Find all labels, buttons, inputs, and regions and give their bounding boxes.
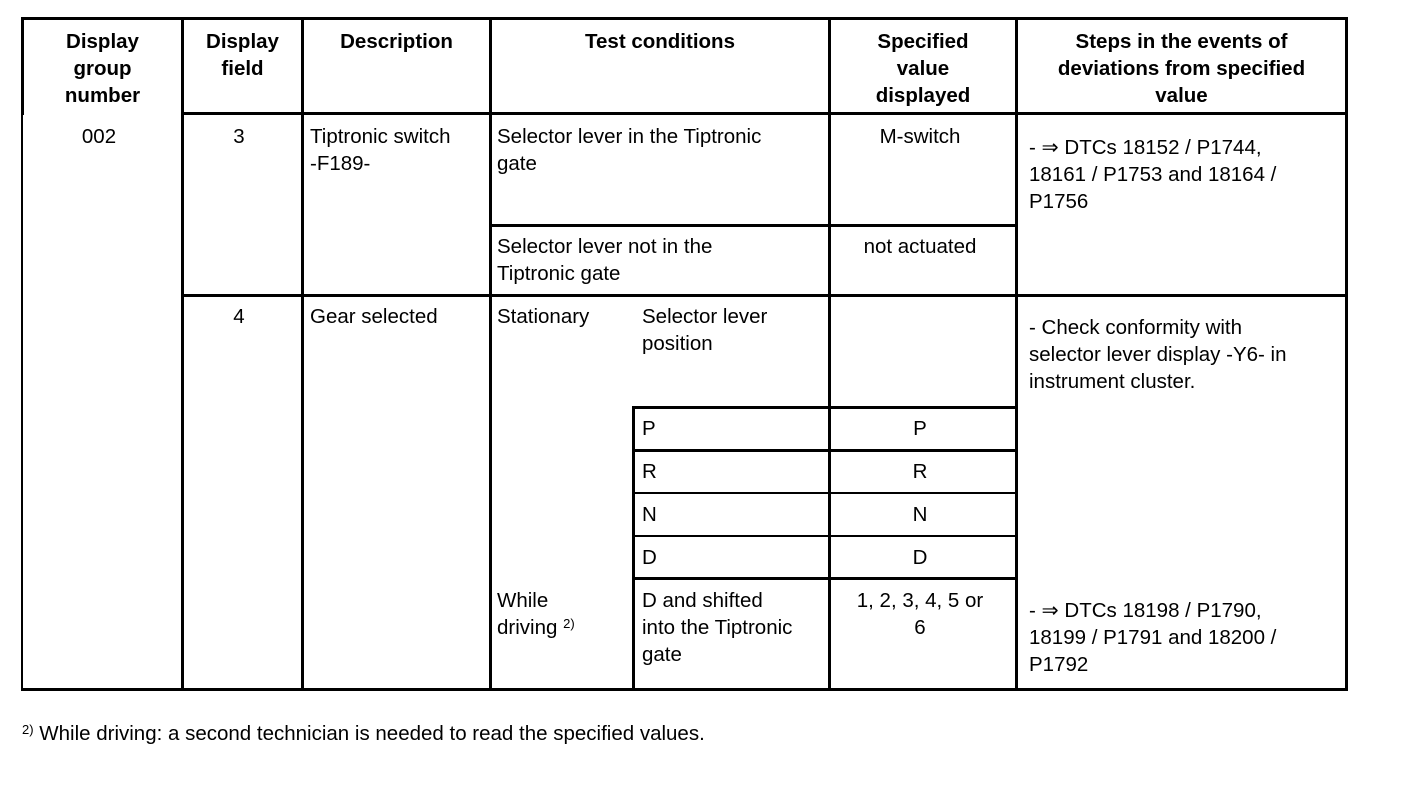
col-divider-subconditions [632,406,635,691]
position-value: N [912,503,928,526]
row-divider-n [632,535,1017,537]
col-divider-conditions [489,17,492,691]
condition-while-driving [497,587,631,641]
col-divider-field [181,17,184,691]
header-display-field: Display field [206,30,279,80]
selector-lever-position-label: Selector lever position [642,305,768,355]
position-value: R [912,460,928,483]
position-label: R [642,460,657,483]
field4-number: 4 [233,305,245,328]
position-label: P [642,417,656,440]
row-divider-d [632,577,1017,580]
header-test-conditions: Test conditions [585,30,735,53]
field4-steps-dtc: - ⇒ DTCs 18198 / P1790, 18199 / P1791 and 18200 / P1792 [1029,599,1277,676]
row-divider-field3-field4 [181,294,1348,297]
table-top-border [21,17,1348,20]
while-driving-text: While driving [497,589,558,639]
header-bottom-border [181,112,1348,115]
position-value: P [913,417,927,440]
table-bottom-border [21,688,1348,691]
field3-steps: - ⇒ DTCs 18152 / P1744, 18161 / P1753 and 18164 / P1756 [1029,136,1277,213]
position-label: N [642,503,657,526]
header-description: Description [340,30,453,53]
position-label: D [642,546,657,569]
col-divider-steps [1015,17,1018,691]
condition-stationary: Stationary [497,305,590,328]
header-steps: Steps in the events of deviations from specified value [1057,30,1306,107]
col-divider-description [301,17,304,691]
footnote [22,720,705,747]
field3-value-in-gate: M-switch [879,125,961,148]
driving-value: 1, 2, 3, 4, 5 or 6 [856,589,984,639]
right-border [1345,17,1348,691]
left-border-body [21,115,23,691]
field3-number: 3 [233,125,245,148]
header-display-group-number: Display group number [64,30,141,107]
footnote-text: While driving: a second technician is needed to read the specified values. [33,722,705,745]
footnote-marker: 2) [22,722,34,737]
field3-condition-not-in-gate: Selector lever not in the Tiptronic gate [497,235,713,285]
row-divider-p [632,449,1017,452]
while-driving-footnote-marker: 2) [563,616,575,631]
field3-value-not-in-gate: not actuated [863,235,977,258]
group-number: 002 [81,125,117,148]
field4-steps-check: - Check conformity with selector lever display -Y6- in instrument cluster. [1029,316,1287,393]
field3-description: Tiptronic switch -F189- [310,125,451,175]
row-divider-position-label [632,406,1017,409]
position-value: D [912,546,928,569]
header-specified-value: Specified value displayed [875,30,971,107]
field4-description: Gear selected [310,305,438,328]
field3-condition-in-gate: Selector lever in the Tiptronic gate [497,125,762,175]
row-divider-field3-conditions [489,224,1017,227]
driving-condition: D and shifted into the Tiptronic gate [642,589,793,666]
row-divider-r [632,492,1017,494]
